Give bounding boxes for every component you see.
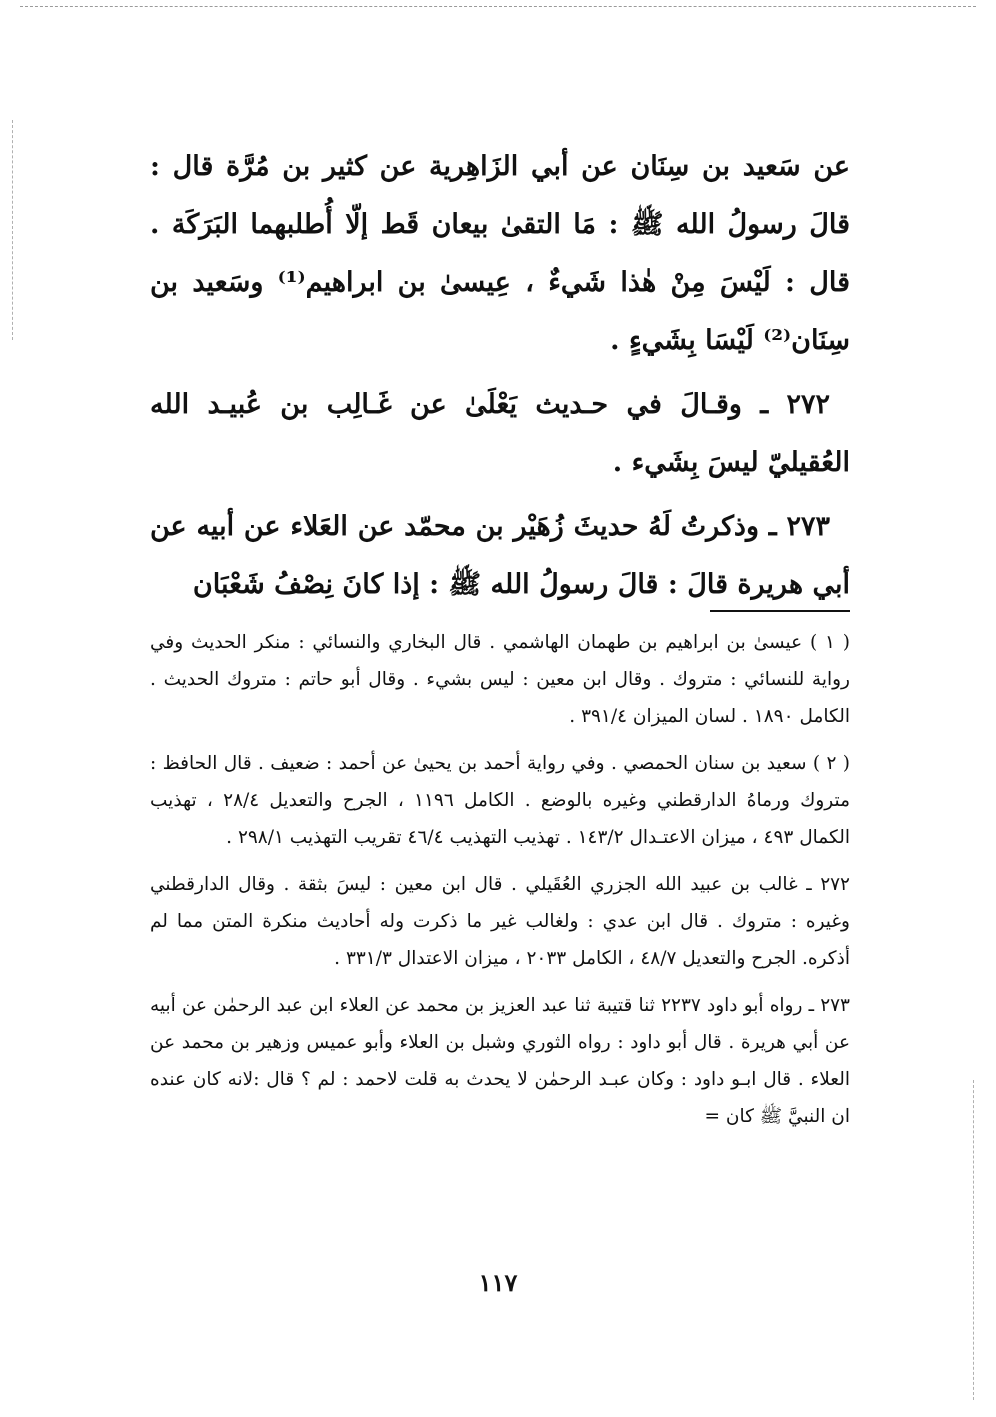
main-paragraph-272: ٢٧٢ ـ وقـالَ في حـديث يَعْلَىٰ عن غَـالِب بن عُبيـد الله العُقيليّ ليسَ بِشَيء .	[150, 389, 850, 478]
right-margin-marks	[973, 1080, 976, 1400]
main-text-block	[150, 138, 850, 620]
footnote-separator	[710, 610, 850, 612]
footnote-1: ( ١ ) عيسىٰ بن ابراهيم بن طهمان الهاشمي . قال البخاري والنسائي : منكر الحديث وفي رواية للنسائي : متروك . وقال ابن معين : ليس بشيء . وقال أبو حاتم : متروك الحديث . الكامل ١٨٩٠ . لسان الميزان ٣٩١/٤ .	[150, 632, 850, 727]
page-number: ١١٧	[478, 1268, 518, 1297]
main-paragraph-1: عن سَعيد بن سِنَان عن أبي الزَاهِرية عن كثير بن مُرَّة قال : قالَ رسولُ الله ﷺ : مَا التقىٰ بيعان قَط إلّا أُطلبهما البَرَكَة . قال : لَيْسَ مِنْ هٰذا شَيءٌ ، عِيسىٰ بن ابراهيم⁽¹⁾ وسَعيد بن سِنَان⁽²⁾ لَيْسَا بِشَيءٍ .	[150, 151, 850, 356]
left-margin-marks	[12, 120, 15, 340]
footnote-273: ٢٧٣ ـ رواه أبو داود ٢٢٣٧ ثنا قتيبة ثنا عبد العزيز بن محمد عن العلاء ابن عبد الرحمٰن عن أبيه عن أبي هريرة . قال أبو داود : رواه الثوري وشبل بن العلاء وأبو عميس وزهير بن محمد عن العلاء . قال ابـو داود : وكان عبـد الرحمٰن لا يحدث به قلت لاحمد : لم ؟ قال :لانه كان عنده ان النبيَّ ﷺ كان =	[150, 995, 850, 1127]
footnote-272: ٢٧٢ ـ غالب بن عبيد الله الجزري العُقَيلي . قال ابن معين : ليسَ بثقة . وقال الدارقطني وغيره : متروك . قال ابن عدي : ولغالب غير ما ذكرت وله أحاديث منكرة المتن مما لم أذكره. الجرح والتعديل ٤٨/٧ ، الكامل ٢٠٣٣ ، ميزان الاعتدال ٣٣١/٣ .	[150, 874, 850, 969]
main-paragraph-273: ٢٧٣ ـ وذكرتُ لَهُ حديثَ زُهَيْر بن محمّد عن العَلاء عن أبيه عن أبي هريرة قالَ : قالَ رسولُ الله ﷺ : إذا كانَ نِصْفُ شَعْبَان	[150, 511, 850, 600]
scan-edge-line	[20, 6, 976, 7]
footnotes-block	[150, 624, 850, 1145]
footnote-2: ( ٢ ) سعيد بن سنان الحمصي . وفي رواية أحمد بن يحيىٰ عن أحمد : ضعيف . قال الحافظ : متروك ورماهُ الدارقطني وغيره بالوضع . الكامل ١١٩٦ ، الجرح والتعديل ٢٨/٤ ، تهذيب الكمال ٤٩٣ ، ميزان الاعتـدال ١٤٣/٢ . تهذيب التهذيب ٤٦/٤ تقريب التهذيب ٢٩٨/١ .	[150, 753, 851, 848]
